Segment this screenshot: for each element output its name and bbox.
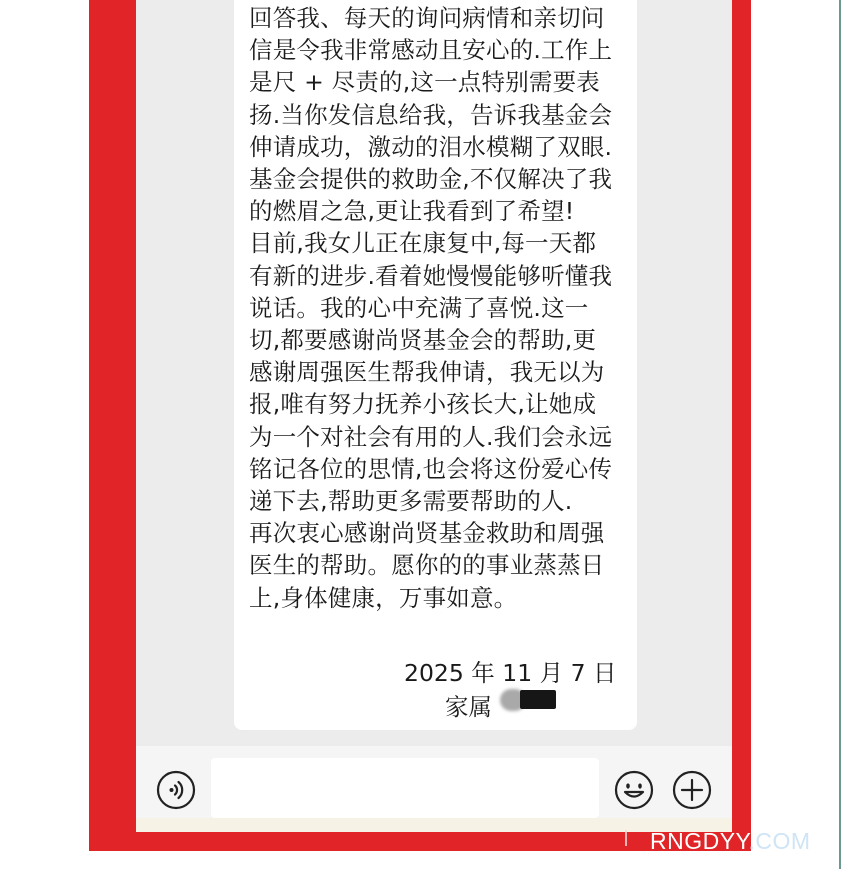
letter-line: 铭记各位的思情,也会将这份爱心传 bbox=[249, 454, 613, 483]
letter-signature: 家属 bbox=[445, 693, 492, 721]
letter-line: 说话。我的心中充满了喜悦.这一 bbox=[249, 293, 589, 322]
watermark bbox=[650, 828, 811, 855]
voice-icon[interactable] bbox=[156, 770, 192, 806]
letter-date: 2025 年 11 月 7 日 bbox=[404, 659, 617, 687]
message-input[interactable] bbox=[211, 758, 599, 818]
message-bubble[interactable] bbox=[234, 0, 637, 730]
letter-line: 递下去,帮助更多需要帮助的人. bbox=[249, 487, 573, 516]
emoji-icon[interactable] bbox=[614, 770, 654, 810]
plus-icon[interactable] bbox=[672, 770, 712, 810]
letter-line: 报,唯有努力抚养小孩长大,让她成 bbox=[249, 390, 597, 419]
chat-screen bbox=[136, 0, 732, 832]
letter-line: 为一个对社会有用的人.我们会永远 bbox=[249, 422, 613, 451]
letter-line: 医生的帮助。愿你的的事业蒸蒸日 bbox=[249, 551, 605, 580]
letter-line: 基金会提供的救助金,不仅解决了我 bbox=[249, 165, 613, 194]
letter-line: 是尺 + 尽责的,这一点特别需要表 bbox=[249, 68, 600, 97]
right-edge-line bbox=[839, 0, 841, 869]
letter-line: 再次衷心感谢尚贤基金救助和周强 bbox=[249, 519, 605, 548]
watermark-text: RNGDYY bbox=[650, 828, 749, 854]
letter-line: 有新的进步.看着她慢慢能够听懂我 bbox=[249, 261, 613, 290]
letter-line: 信是令我非常感动且安心的.工作上 bbox=[249, 36, 613, 65]
letter-line: 感谢周强医生帮我伸请，我无以为 bbox=[249, 358, 605, 387]
letter-line: 伸请成功，激动的泪水模糊了双眼. bbox=[249, 132, 613, 161]
letter-text bbox=[249, 2, 629, 614]
letter-line: 上,身体健康，万事如意。 bbox=[249, 583, 518, 612]
watermark-mark bbox=[625, 830, 627, 846]
chat-input-bar bbox=[136, 746, 732, 818]
watermark-suffix: .COM bbox=[748, 828, 811, 854]
letter-line: 切,都要感谢尚贤基金会的帮助,更 bbox=[249, 326, 597, 355]
letter-line: 扬.当你发信息给我，告诉我基金会 bbox=[249, 100, 613, 129]
letter-line: 回答我、每天的询问病情和亲切问 bbox=[249, 4, 605, 32]
letter-line: 的燃眉之急,更让我看到了希望! bbox=[249, 197, 575, 226]
redacted-name-block bbox=[520, 690, 556, 709]
letter-line: 目前,我女儿正在康复中,每一天都 bbox=[249, 229, 597, 258]
screen-bottom-band bbox=[136, 818, 732, 832]
